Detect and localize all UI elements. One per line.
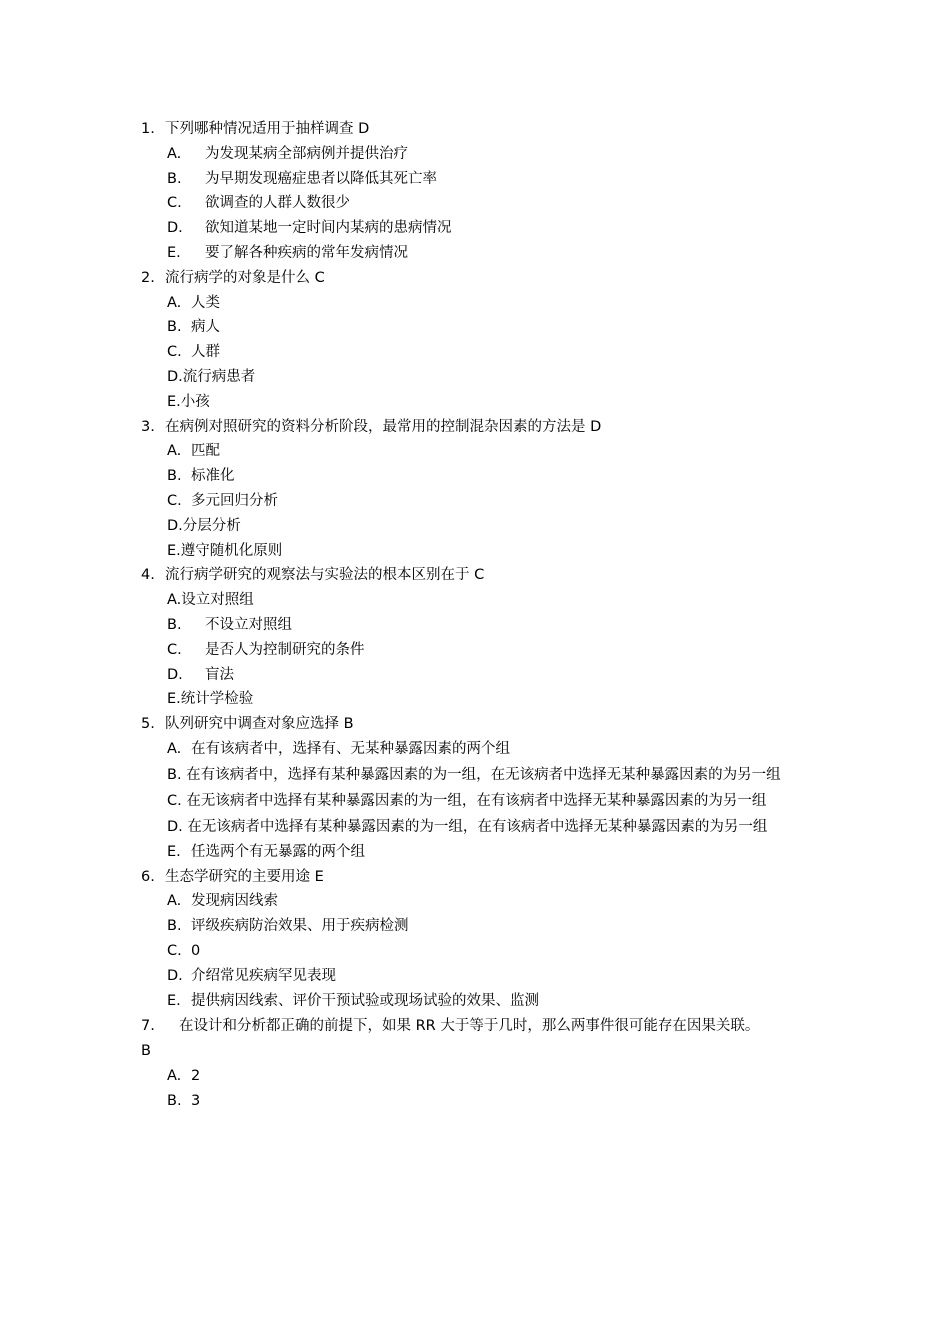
option-label: B. <box>167 766 182 783</box>
option-label: B. <box>167 468 182 485</box>
option-6c <box>141 939 811 964</box>
option-4c <box>141 638 811 663</box>
question-7 <box>141 1013 811 1039</box>
option-text: 欲知道某地一定时间内某病的患病情况 <box>205 220 452 237</box>
option-text: 在有该病者中，选择有某种暴露因素的为一组，在无该病者中选择无某种暴露因素的为另一组 <box>186 766 781 783</box>
option-1c <box>141 191 811 216</box>
option-text: 分层分析 <box>182 517 241 534</box>
option-text: 任选两个有无暴露的两个组 <box>191 843 365 860</box>
option-label: A. <box>167 443 182 460</box>
option-label: B. <box>167 918 182 935</box>
option-text: 3 <box>191 1092 201 1109</box>
option-2a <box>141 291 811 316</box>
option-4d <box>141 663 811 688</box>
question-number: 2. <box>141 269 155 286</box>
option-text: 小孩 <box>180 393 210 410</box>
option-5d <box>141 814 811 840</box>
option-label: C. <box>167 792 182 809</box>
question-text: 流行病学研究的观察法与实验法的根本区别在于 C <box>165 567 485 584</box>
option-text: 流行病患者 <box>182 368 256 385</box>
option-5e <box>141 840 811 865</box>
option-text: 设立对照组 <box>181 592 254 609</box>
option-label: E. <box>167 843 181 860</box>
question-text: 生态学研究的主要用途 E <box>165 868 324 885</box>
question-text: 队列研究中调查对象应选择 B <box>165 716 354 733</box>
option-label: D. <box>167 368 183 385</box>
option-label: D. <box>167 967 183 984</box>
option-text: 盲法 <box>205 666 234 683</box>
question-3 <box>141 415 811 440</box>
option-7b <box>141 1089 811 1114</box>
option-text: 人类 <box>191 294 220 311</box>
option-label: A. <box>167 592 182 609</box>
option-text: 0 <box>191 942 201 959</box>
option-1d <box>141 216 811 241</box>
option-text: 发现病因线索 <box>191 893 278 910</box>
option-2b <box>141 315 811 340</box>
answer-7: B <box>141 1043 151 1060</box>
option-label: A. <box>167 740 182 757</box>
option-4b <box>141 613 811 638</box>
option-6e <box>141 989 811 1014</box>
option-text: 病人 <box>191 319 220 336</box>
option-6a <box>141 889 811 914</box>
option-1b <box>141 167 811 192</box>
option-label: D. <box>167 818 183 835</box>
option-text: 在无该病者中选择有某种暴露因素的为一组，在有该病者中选择无某种暴露因素的为另一组 <box>187 818 768 835</box>
option-text: 标准化 <box>191 468 235 485</box>
option-1e <box>141 241 811 266</box>
option-text: 为早期发现癌症患者以降低其死亡率 <box>205 170 437 187</box>
option-label: B. <box>167 1092 182 1109</box>
option-3a <box>141 439 811 464</box>
option-text: 为发现某病全部病例并提供治疗 <box>205 145 408 162</box>
option-3b <box>141 464 811 489</box>
question-text: 下列哪种情况适用于抽样调查 D <box>165 121 370 137</box>
option-text: 要了解各种疾病的常年发病情况 <box>205 244 408 261</box>
option-label: E. <box>167 992 181 1009</box>
option-label: B. <box>167 170 182 187</box>
option-text: 是否人为控制研究的条件 <box>205 641 365 658</box>
question-text: 流行病学的对象是什么 C <box>165 269 325 286</box>
question-1 <box>141 117 811 142</box>
question-5 <box>141 712 811 737</box>
question-number: 7. <box>141 1018 155 1035</box>
option-6d <box>141 964 811 989</box>
option-label: A. <box>167 1068 182 1085</box>
question-number: 5. <box>141 716 155 733</box>
option-2c <box>141 340 811 365</box>
question-number: 3. <box>141 418 155 435</box>
option-text: 统计学检验 <box>180 691 254 708</box>
option-text: 匹配 <box>191 443 220 460</box>
question-6 <box>141 865 811 890</box>
question-text: 在病例对照研究的资料分析阶段，最常用的控制混杂因素的方法是 D <box>165 418 602 435</box>
question-text: 在设计和分析都正确的前提下，如果 RR 大于等于几时，那么两事件很可能存在因果关联。 <box>179 1018 760 1035</box>
option-label: D. <box>167 517 183 534</box>
option-text: 不设立对照组 <box>205 616 292 633</box>
option-5a <box>141 737 811 762</box>
option-text: 人群 <box>191 344 220 361</box>
option-label: E. <box>167 244 181 261</box>
option-5b <box>141 762 811 788</box>
option-5c <box>141 788 811 814</box>
option-3d <box>141 514 811 539</box>
option-7a <box>141 1064 811 1089</box>
option-label: C. <box>167 344 182 361</box>
option-label: E. <box>167 542 181 559</box>
option-text: 提供病因线索、评价干预试验或现场试验的效果、监测 <box>191 992 539 1009</box>
option-2e <box>141 390 811 415</box>
option-label: A. <box>167 145 182 162</box>
option-text: 欲调查的人群人数很少 <box>205 195 350 212</box>
option-label: B. <box>167 319 182 336</box>
option-label: D. <box>167 220 183 237</box>
question-2 <box>141 266 811 291</box>
option-4a <box>141 588 811 613</box>
option-3e <box>141 539 811 564</box>
option-label: E. <box>167 691 181 708</box>
option-label: C. <box>167 641 182 658</box>
option-text: 遵守随机化原则 <box>180 542 283 559</box>
option-6b <box>141 914 811 939</box>
option-label: B. <box>167 616 182 633</box>
question-list <box>141 117 811 1114</box>
option-2d <box>141 365 811 390</box>
option-4e <box>141 687 811 712</box>
option-label: C. <box>167 195 182 212</box>
option-label: C. <box>167 942 182 959</box>
option-label: A. <box>167 893 182 910</box>
question-number: 6. <box>141 868 155 885</box>
option-text: 在无该病者中选择有某种暴露因素的为一组，在有该病者中选择无某种暴露因素的为另一组 <box>186 792 767 809</box>
option-text: 在有该病者中，选择有、无某种暴露因素的两个组 <box>191 740 510 757</box>
option-text: 介绍常见疾病罕见表现 <box>191 967 336 984</box>
question-number: 4. <box>141 567 155 584</box>
question-4 <box>141 563 811 588</box>
option-label: C. <box>167 492 182 509</box>
option-1a <box>141 142 811 167</box>
option-text: 评级疾病防治效果、用于疾病检测 <box>191 918 409 935</box>
option-label: A. <box>167 294 182 311</box>
option-label: D. <box>167 666 183 683</box>
option-3c <box>141 489 811 514</box>
option-text: 多元回归分析 <box>191 492 278 509</box>
option-text: 2 <box>191 1068 201 1085</box>
question-number: 1. <box>141 121 155 137</box>
option-label: E. <box>167 393 181 410</box>
